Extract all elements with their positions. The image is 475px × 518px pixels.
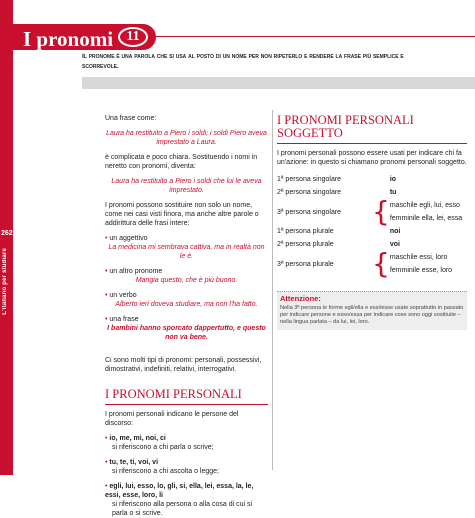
feminine-forms: femminile esse, loro: [389, 267, 453, 274]
example-sentence: La medicina mi sembrava cattiva, ma in realtà non le è.: [108, 244, 265, 260]
list-description: si riferiscono a chi ascolta o legge;: [112, 468, 219, 475]
person-label: 1ª persona plurale: [277, 228, 334, 235]
pronoun-value: voi: [389, 241, 400, 248]
bullet-icon: •: [105, 483, 110, 490]
section-heading: I PRONOMI PERSONALI: [105, 387, 242, 401]
person-label: 1ª persona singolare: [277, 176, 342, 183]
list-label: una frase: [109, 316, 139, 323]
sidebar-label: L'italiano per studiare: [2, 248, 8, 315]
paragraph: Una frase come:: [105, 115, 157, 122]
table-row: [277, 199, 462, 225]
pronoun-gender-group: [390, 199, 462, 225]
list-label: un altro pronome: [109, 268, 163, 275]
table-row: [277, 173, 462, 186]
person-label: 3ª persona plurale: [277, 260, 334, 268]
list-item: [105, 482, 268, 500]
table-row: [277, 251, 462, 277]
list-label: un verbo: [109, 292, 137, 299]
person-label: 2ª persona singolare: [277, 189, 342, 196]
heading-rule: [105, 404, 268, 405]
page-title: I pronomi: [23, 27, 114, 51]
right-column: [277, 114, 467, 330]
page-number: 262: [1, 230, 13, 237]
list-description: si riferiscono alla persona o alla cosa di cui si parla o si scrive.: [112, 501, 253, 517]
chapter-number-badge: 11: [118, 27, 148, 47]
paragraph: è complicata e poco chiara. Sostituendo i nomi in neretto con pronomi, diventa:: [105, 154, 258, 170]
example-sentence: Alberto ieri doveva studiare, ma non l'ha fatto.: [115, 301, 258, 308]
paragraph: I pronomi possono sostituire non solo un nome, come nei casi visti finora, ma anche altre parole o addirittura delle frasi intere:: [105, 202, 259, 227]
bullet-icon: •: [105, 459, 110, 466]
attention-text: Nella 3ª persona le forme egli/ella e essi/esse usate soprattutto in passato per indicare persone e esso/essa per indicare cose sono oggi sostituite – nella lingua parlata – da lui, lei, loro.: [280, 305, 464, 325]
pronoun-list: tu, te, ti, voi, vi: [109, 459, 159, 466]
list-item: [105, 458, 268, 467]
bullet-icon: •: [105, 235, 110, 242]
list-item: [105, 234, 268, 243]
list-item: [105, 315, 268, 324]
table-row: [277, 238, 462, 251]
example-sentence: I bambini hanno sporcato dappertutto, e questo non va bene.: [107, 325, 266, 341]
pronoun-gender-group: [390, 251, 462, 277]
list-item: [105, 291, 268, 300]
list-item: [105, 267, 268, 276]
left-column: [105, 114, 268, 518]
column-divider: [272, 110, 273, 470]
table-row: [277, 225, 462, 238]
masculine-forms: maschile essi, loro: [389, 254, 448, 261]
paragraph: Ci sono molti tipi di pronomi: personali, possessivi, dimostrativi, indefiniti, relativi, interrogativi.: [105, 357, 262, 373]
paragraph: I pronomi personali possono essere usati per indicare chi fa un'azione: in questo si chiamano pronomi personali soggetto.: [277, 150, 467, 166]
page-sidebar: [0, 0, 13, 475]
pronoun-list: egli, lui, esso, lo, gli, si, ella, lei, essa, la, le, essi, esse, loro, li: [105, 483, 254, 499]
bullet-icon: •: [105, 435, 110, 442]
section-heading: I PRONOMI PERSONALI SOGGETTO: [277, 113, 414, 140]
attention-title: Attenzione:: [280, 294, 321, 303]
brace-icon: {: [372, 247, 390, 280]
paragraph: I pronomi personali indicano le persone del discorso:: [105, 411, 239, 427]
list-label: un aggettivo: [109, 235, 148, 242]
example-sentence: Mangia questo, che è più buono.: [135, 277, 238, 284]
brace-icon: {: [372, 195, 390, 228]
pronoun-value: tu: [389, 189, 397, 196]
attention-box: [277, 291, 467, 330]
masculine-forms: maschile egli, lui, esso: [389, 202, 460, 209]
list-description: si riferiscono a chi parla o scrive;: [112, 444, 214, 451]
subject-pronoun-table: [277, 173, 463, 280]
pronoun-value: io: [389, 176, 397, 183]
person-label: 2ª persona plurale: [277, 241, 334, 248]
bullet-icon: •: [105, 268, 110, 275]
heading-rule: [277, 143, 467, 144]
bullet-icon: •: [105, 316, 110, 323]
grey-band: [82, 77, 475, 89]
table-row: [277, 186, 462, 199]
pronoun-value: noi: [389, 228, 401, 235]
title-rule: [156, 36, 475, 37]
intro-definition: Il pronome è una parola che si usa al posto di un nome per non ripeterlo e rendere la frase più semplice e scorrevole.: [82, 53, 404, 70]
list-item: [105, 434, 268, 443]
bullet-icon: •: [105, 292, 110, 299]
example-sentence: Laura ha restituito a Piero i soldi che lui le aveva imprestato.: [111, 178, 262, 194]
person-label: 3ª persona singolare: [277, 208, 342, 216]
feminine-forms: femminile ella, lei, essa: [389, 215, 463, 222]
pronoun-list: io, me, mi, noi, ci: [109, 435, 166, 442]
example-sentence: Laura ha restituito a Piero i soldi; i soldi Piero aveva imprestato a Laura.: [106, 130, 267, 146]
